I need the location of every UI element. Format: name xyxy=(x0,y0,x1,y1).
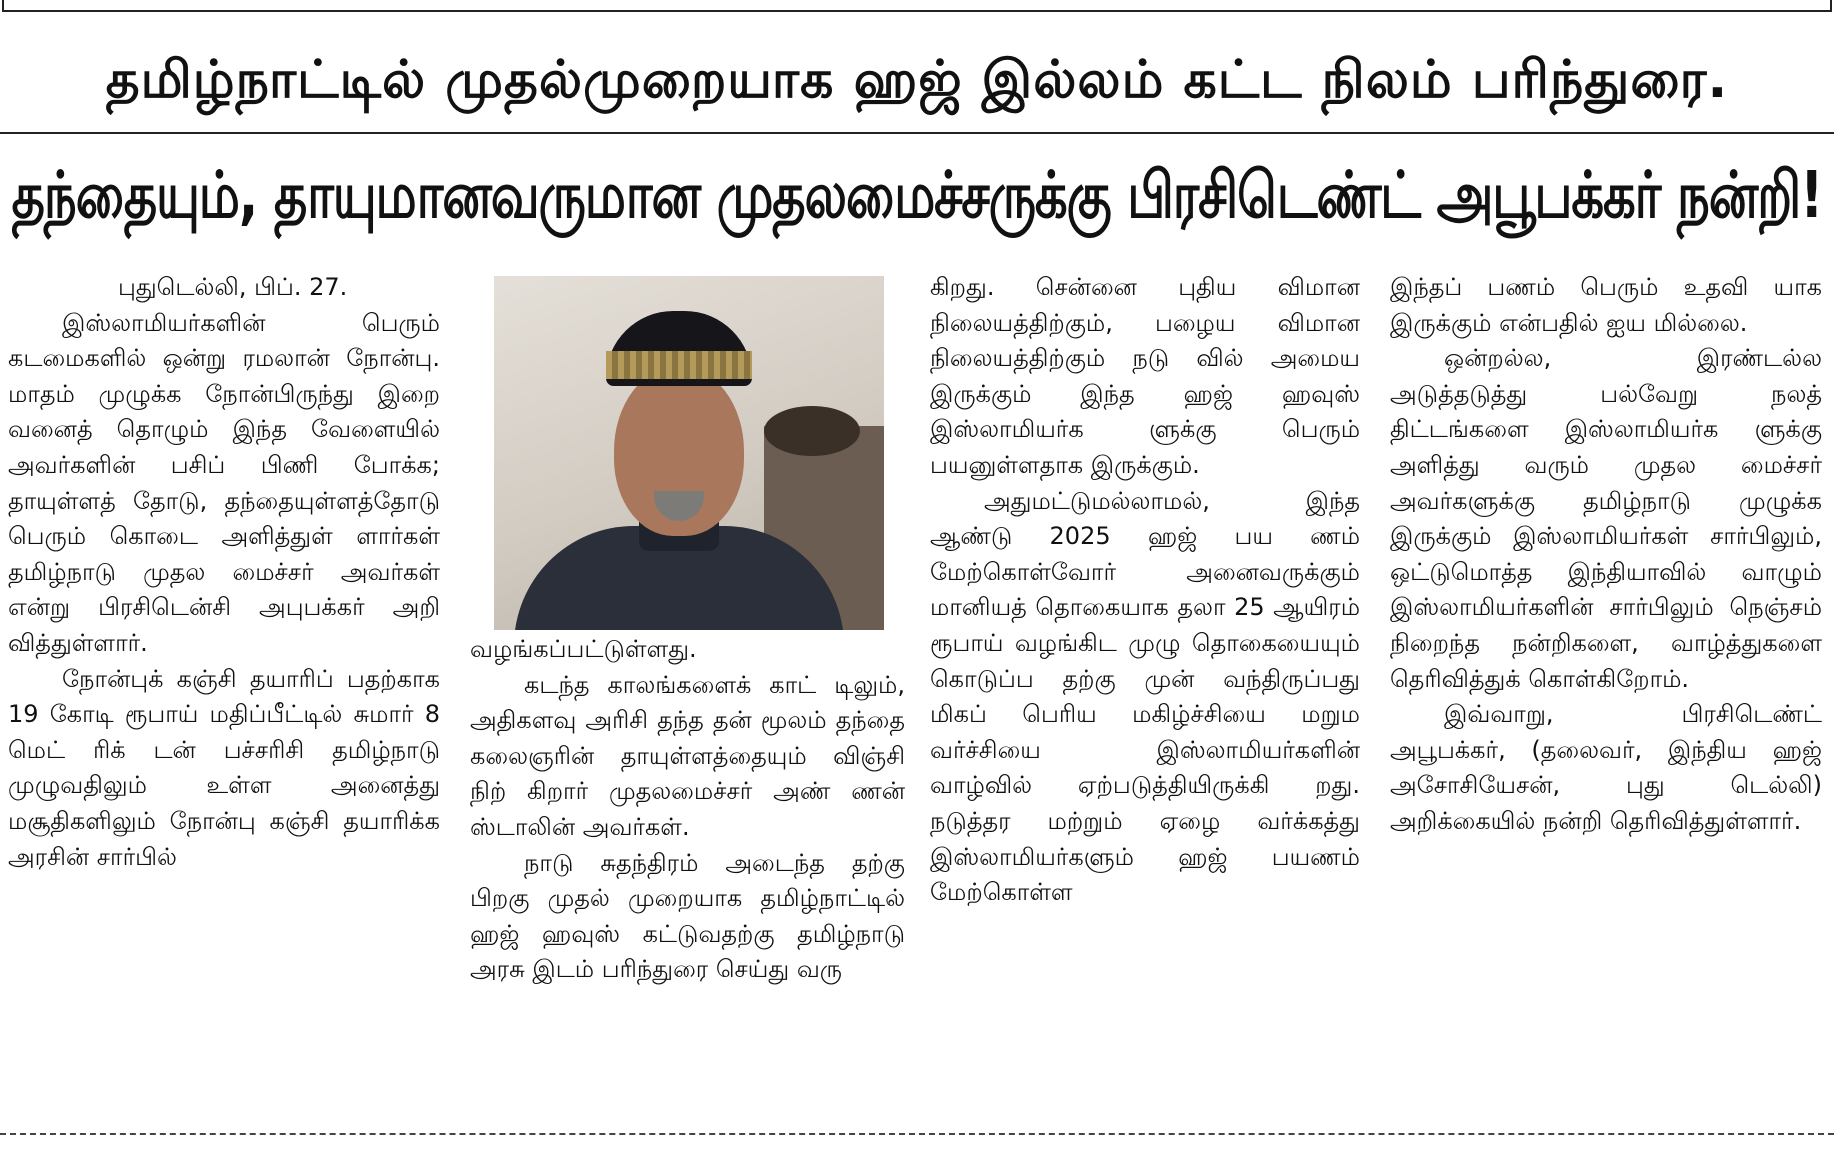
dateline: புதுடெல்லி, பிப். 27. xyxy=(118,273,348,301)
portrait-photo xyxy=(494,276,884,630)
paragraph: அதுமட்டுமல்லாமல், இந்த ஆண்டு 2025 ஹஜ் பய ணம் மேற்கொள்வோர் அனைவருக்கும் மானியத் தொகையாக தலா 25 ஆயிரம் ரூபாய் வழங்கிட முழு தொகையையும் கொடுப்ப தற்கு முன் வந்திருப்பது மிகப் பெரிய மகிழ்ச்சியை மறும வர்ச்சியை இஸ்லாமியர்களின் வாழ்வில் ஏற்படுத்தியிருக்கி றது. நடுத்தர மற்றும் ஏழை வர்க்கத்து இஸ்லாமியர்களும் ஹஜ் பயணம் மேற்கொள்ள xyxy=(930,486,1360,907)
paragraph: நாடு சுதந்திரம் அடைந்த தற்கு பிறகு முதல் முறையாக தமிழ்நாட்டில் ஹஜ் ஹவுஸ் கட்டுவதற்கு தமிழ்நாடு அரசு இடம் பரிந்துரை செய்து வரு xyxy=(470,848,905,984)
article-column-3 xyxy=(930,270,1360,1115)
paragraph: இவ்வாறு, பிரசிடெண்ட் அபூபக்கர், (தலைவர், இந்திய ஹஜ் அசோசியேசன், புது டெல்லி) அறிக்கையில் நன்றி தெரிவித்துள்ளார். xyxy=(1390,700,1822,835)
headline: தந்தையும், தாயுமானவருமான முதலமைச்சருக்கு பிரசிடெண்ட் அபூபக்கர் நன்றி! xyxy=(11,159,1823,234)
paragraph: ஒன்றல்ல, இரண்டல்ல அடுத்தடுத்து பல்வேறு நலத் திட்டங்களை இஸ்லாமியர்க ளுக்கு அளித்து வரும் முதல மைச்சர் அவர்களுக்கு தமிழ்நாடு முழுக்க இருக்கும் இஸ்லாமியர்கள் சார்பிலும், ஒட்டுமொத்த இந்தியாவில் வாழும் இஸ்லாமியர்களின் சார்பிலும் நெஞ்சம் நிறைந்த நன்றிகளை, வாழ்த்துகளை தெரிவித்துக் கொள்கிறோம். xyxy=(1390,344,1822,693)
photo-cap-band xyxy=(606,351,752,379)
bottom-dashed-rule xyxy=(0,1133,1834,1135)
paragraph: கிறது. சென்னை புதிய விமான நிலையத்திற்கும், பழைய விமான நிலையத்திற்கும் நடு வில் அமைய இருக்கும் இந்த ஹஜ் ஹவுஸ் இஸ்லாமியர்க ளுக்கு பெரும் பயனுள்ளதாக இருக்கும். xyxy=(930,273,1360,479)
paragraph: இஸ்லாமியர்களின் பெரும் கடமைகளில் ஒன்று ரமலான் நோன்பு. மாதம் முழுக்க நோன்பிருந்து இறை வனைத் தொழும் இந்த வேளையில் அவர்களின் பசிப் பிணி போக்க; தாயுள்ளத் தோடு, தந்தையுள்ளத்தோடு பெரும் கொடை அளித்துள் ளார்கள் தமிழ்நாடு முதல மைச்சர் அவர்கள் என்று பிரசிடென்சி அபுபக்கர் அறி வித்துள்ளார். xyxy=(8,308,440,657)
paragraph: வழங்கப்பட்டுள்ளது. xyxy=(470,635,697,663)
paragraph: இந்தப் பணம் பெரும் உதவி யாக இருக்கும் என்பதில் ஐய மில்லை. xyxy=(1390,273,1822,337)
paragraph: நோன்புக் கஞ்சி தயாரிப் பதற்காக 19 கோடி ரூபாய் மதிப்பீட்டில் சுமார் 8 மெட் ரிக் டன் பச்சரிசி தமிழ்நாடு முழுவதிலும் உள்ள அனைத்து மசூதிகளிலும் நோன்பு கஞ்சி தயாரிக்க அரசின் சார்பில் xyxy=(8,664,440,871)
article-column-1 xyxy=(8,270,440,1115)
article-column-2 xyxy=(470,632,905,1115)
subheadline: தமிழ்நாட்டில் முதல்முறையாக ஹஜ் இல்லம் கட்ட நிலம் பரிந்துரை. xyxy=(105,50,1729,110)
article-column-4 xyxy=(1390,270,1822,1115)
top-border xyxy=(2,0,1832,12)
paragraph: கடந்த காலங்களைக் காட் டிலும், அதிகளவு அரிசி தந்த தன் மூலம் தந்தை கலைஞரின் தாயுள்ளத்தையும் விஞ்சி நிற் கிறார் முதலமைச்சர் அண் ணன் ஸ்டாலின் அவர்கள். xyxy=(470,670,905,841)
photo-calligraphy-plaque xyxy=(764,406,860,456)
